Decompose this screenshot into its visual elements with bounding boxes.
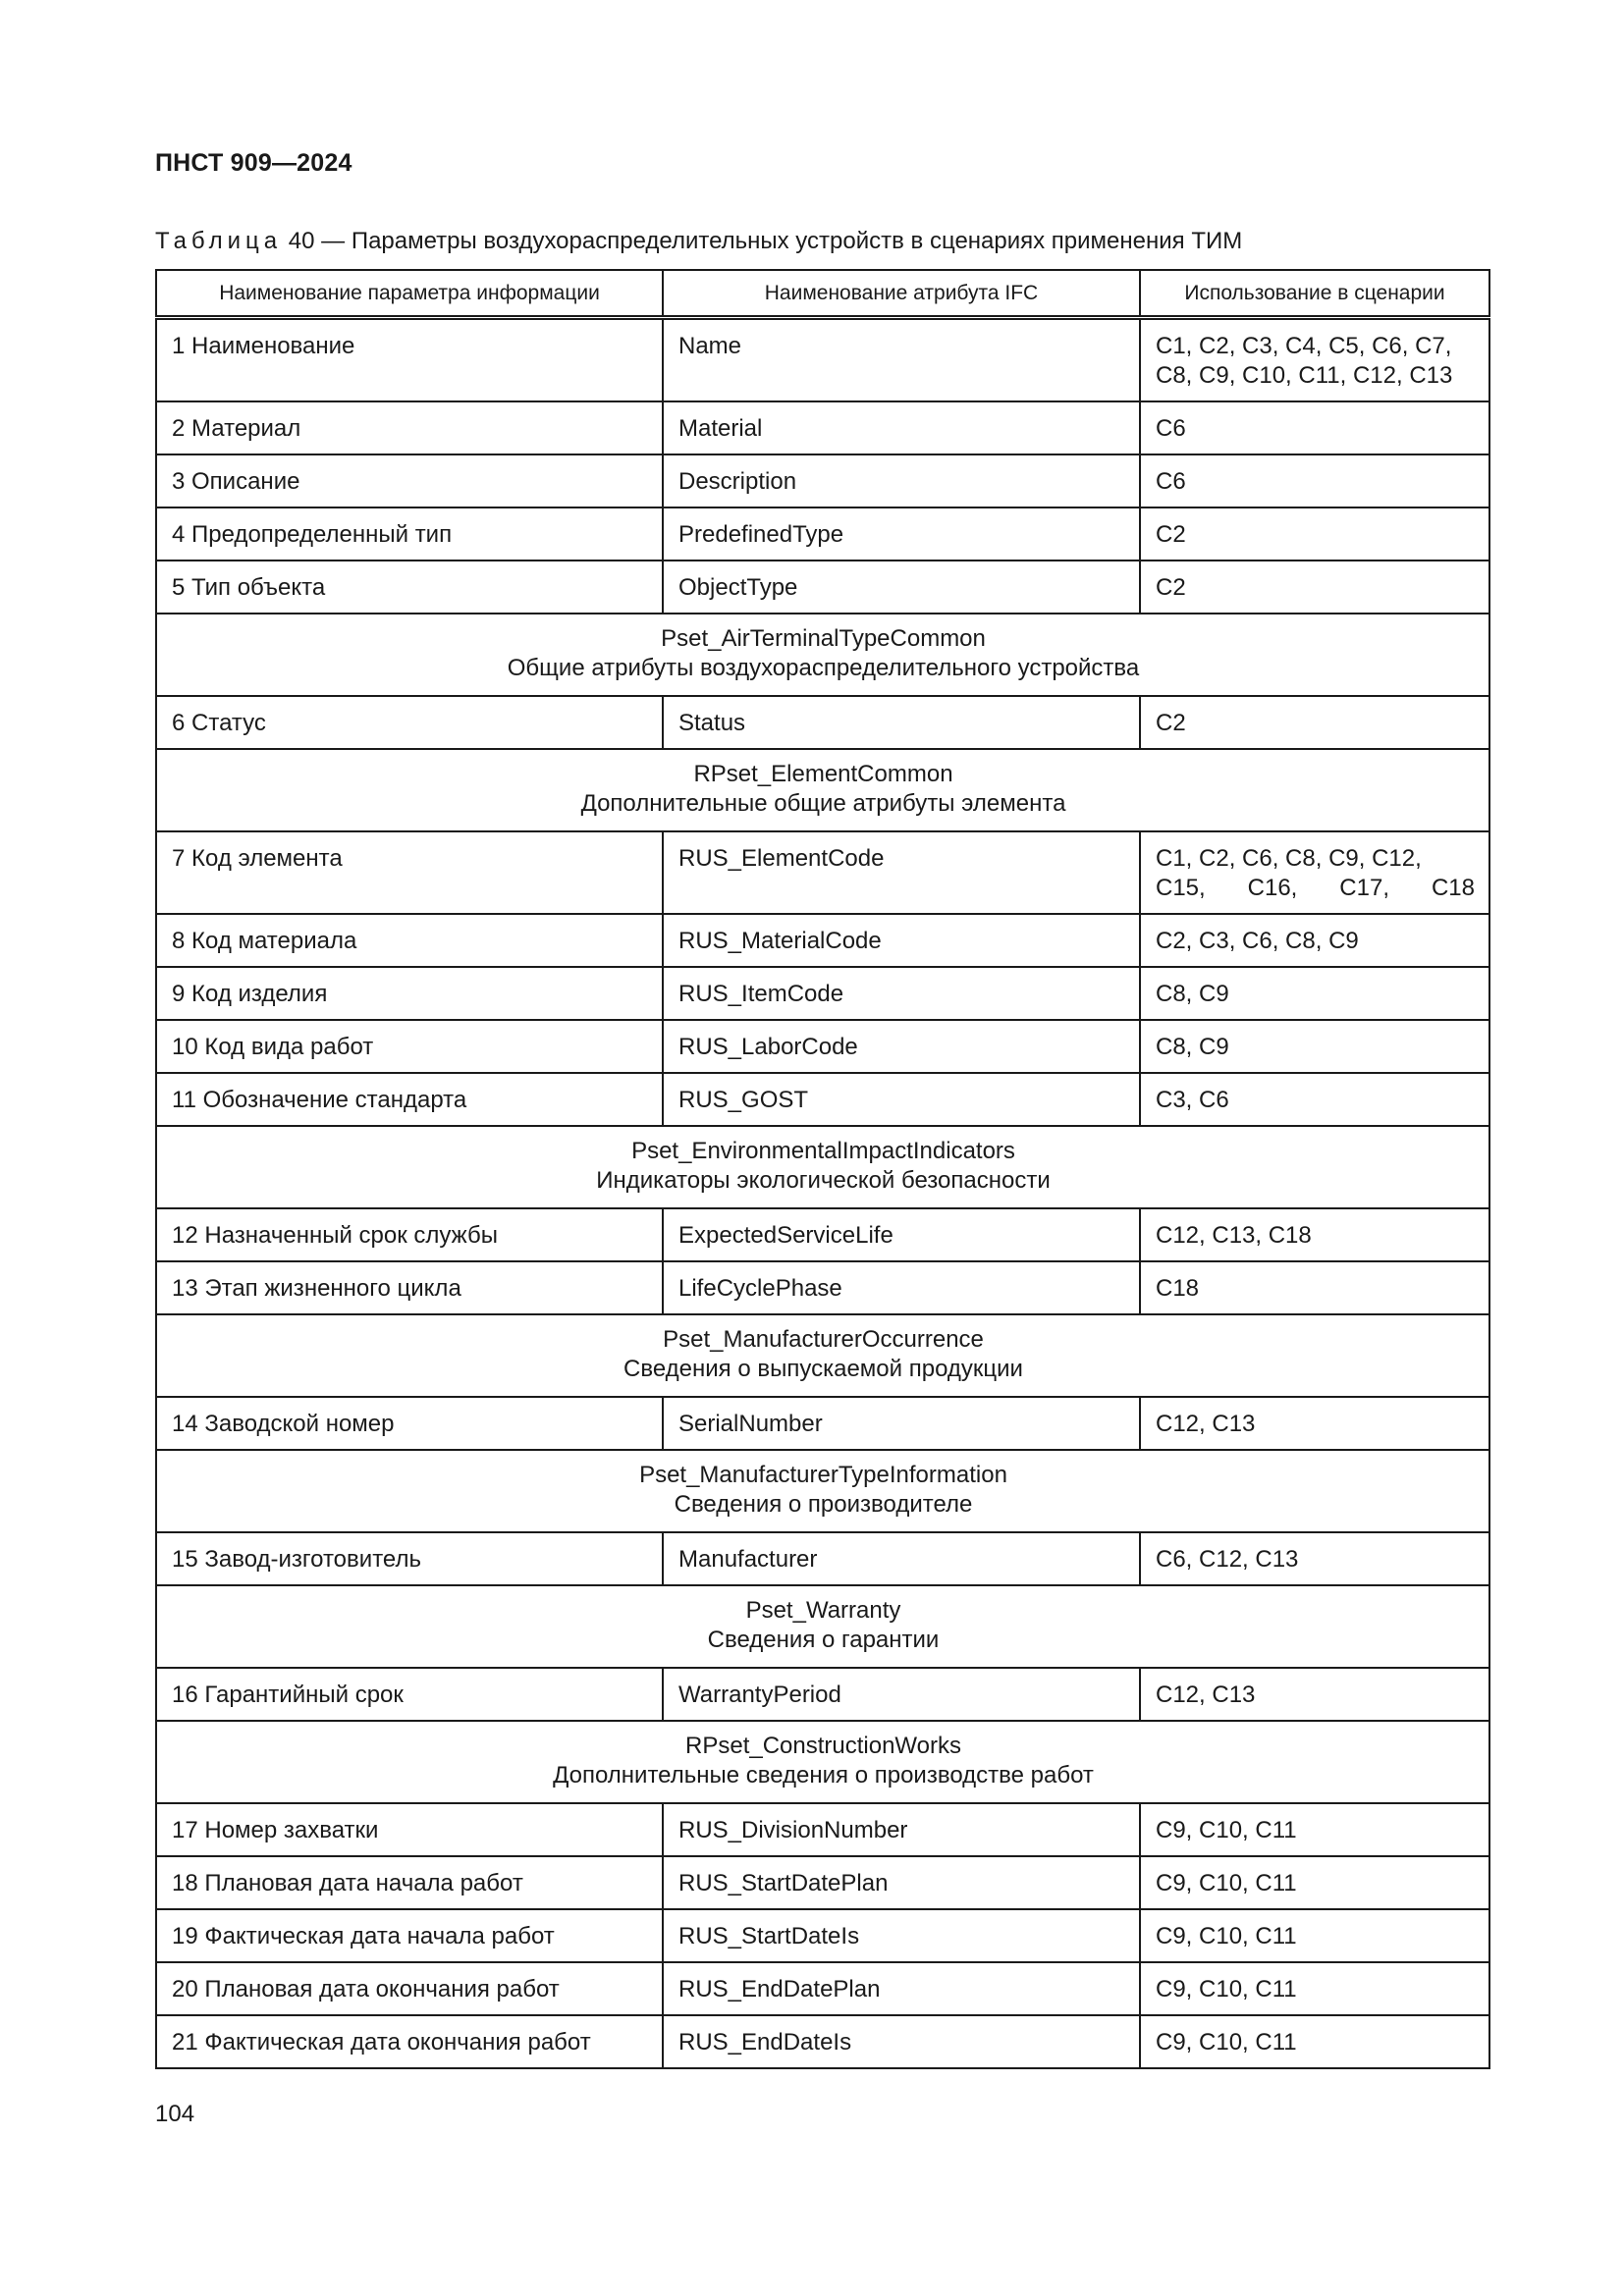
table-row bbox=[156, 2015, 1489, 2068]
section-title: Сведения о выпускаемой продукции bbox=[623, 1356, 1023, 1382]
scenario-usage-cell: C9, C10, C11 bbox=[1140, 1909, 1489, 1962]
scenario-usage-cell: C8, C9 bbox=[1140, 967, 1489, 1020]
ifc-attribute-cell: ExpectedServiceLife bbox=[663, 1208, 1140, 1261]
ifc-attribute-cell: ObjectType bbox=[663, 561, 1140, 614]
table-row bbox=[156, 1668, 1489, 1721]
scenario-usage-cell: C6 bbox=[1140, 401, 1489, 454]
section-title: Индикаторы экологической безопасности bbox=[596, 1167, 1051, 1194]
scenario-usage-cell: C12, C13, C18 bbox=[1140, 1208, 1489, 1261]
table-row bbox=[156, 561, 1489, 614]
section-row bbox=[156, 749, 1489, 831]
table-row bbox=[156, 507, 1489, 561]
section-cell bbox=[156, 1721, 1489, 1803]
header-parameter-name: Наименование параметра информации bbox=[156, 270, 663, 318]
parameter-name-cell: 17 Номер захватки bbox=[156, 1803, 663, 1856]
ifc-attribute-cell: Name bbox=[663, 318, 1140, 402]
parameter-name-cell: 4 Предопределенный тип bbox=[156, 507, 663, 561]
table-row bbox=[156, 1532, 1489, 1585]
parameter-name-cell: 12 Назначенный срок службы bbox=[156, 1208, 663, 1261]
scenario-usage-cell: C6, C12, C13 bbox=[1140, 1532, 1489, 1585]
parameter-name-cell: 13 Этап жизненного цикла bbox=[156, 1261, 663, 1314]
table-row bbox=[156, 1803, 1489, 1856]
section-code: RPset_ElementCommon bbox=[693, 761, 953, 787]
parameter-name-cell: 3 Описание bbox=[156, 454, 663, 507]
table-row bbox=[156, 1856, 1489, 1909]
scenario-usage-cell: C6 bbox=[1140, 454, 1489, 507]
section-code: Pset_Warranty bbox=[745, 1597, 901, 1624]
section-code: Pset_ManufacturerTypeInformation bbox=[639, 1462, 1007, 1488]
table-row bbox=[156, 401, 1489, 454]
scenario-usage-cell: C18 bbox=[1140, 1261, 1489, 1314]
scenario-usage-cell: C12, C13 bbox=[1140, 1397, 1489, 1450]
scenario-usage-cell: C9, C10, C11 bbox=[1140, 1962, 1489, 2015]
section-row bbox=[156, 1126, 1489, 1208]
ifc-attribute-cell: LifeCyclePhase bbox=[663, 1261, 1140, 1314]
parameter-name-cell: 6 Статус bbox=[156, 696, 663, 749]
parameter-name-cell: 8 Код материала bbox=[156, 914, 663, 967]
ifc-attribute-cell: WarrantyPeriod bbox=[663, 1668, 1140, 1721]
table-row bbox=[156, 914, 1489, 967]
table-row bbox=[156, 967, 1489, 1020]
parameter-name-cell: 14 Заводской номер bbox=[156, 1397, 663, 1450]
scenario-usage-cell: C2, C3, C6, C8, C9 bbox=[1140, 914, 1489, 967]
header-scenario-usage: Использование в сценарии bbox=[1140, 270, 1489, 318]
section-cell bbox=[156, 749, 1489, 831]
table-header-row bbox=[156, 270, 1489, 318]
ifc-attribute-cell: SerialNumber bbox=[663, 1397, 1140, 1450]
ifc-attribute-cell: RUS_EndDateIs bbox=[663, 2015, 1140, 2068]
table-row bbox=[156, 831, 1489, 914]
page-number: 104 bbox=[155, 2101, 195, 2127]
parameter-name-cell: 16 Гарантийный срок bbox=[156, 1668, 663, 1721]
table-row bbox=[156, 318, 1489, 402]
parameter-name-cell: 11 Обозначение стандарта bbox=[156, 1073, 663, 1126]
parameter-name-cell: 20 Плановая дата окончания работ bbox=[156, 1962, 663, 2015]
scenario-usage-cell: C8, C9 bbox=[1140, 1020, 1489, 1073]
ifc-attribute-cell: RUS_DivisionNumber bbox=[663, 1803, 1140, 1856]
ifc-attribute-cell: Description bbox=[663, 454, 1140, 507]
ifc-attribute-cell: RUS_ItemCode bbox=[663, 967, 1140, 1020]
parameter-name-cell: 21 Фактическая дата окончания работ bbox=[156, 2015, 663, 2068]
section-title: Дополнительные общие атрибуты элемента bbox=[580, 790, 1066, 817]
ifc-attribute-cell: RUS_LaborCode bbox=[663, 1020, 1140, 1073]
section-code: Pset_AirTerminalTypeCommon bbox=[661, 625, 986, 652]
scenario-usage-cell: C2 bbox=[1140, 696, 1489, 749]
ifc-attribute-cell: RUS_StartDatePlan bbox=[663, 1856, 1140, 1909]
header-ifc-attribute: Наименование атрибута IFC bbox=[663, 270, 1140, 318]
ifc-attribute-cell: Status bbox=[663, 696, 1140, 749]
section-code: Pset_ManufacturerOccurrence bbox=[663, 1326, 984, 1353]
ifc-attribute-cell: RUS_MaterialCode bbox=[663, 914, 1140, 967]
scenario-usage-cell: C9, C10, C11 bbox=[1140, 1803, 1489, 1856]
ifc-attribute-cell: RUS_StartDateIs bbox=[663, 1909, 1140, 1962]
table-caption-label: Таблица bbox=[155, 228, 283, 254]
table-caption-text: 40 — Параметры воздухораспределительных устройств в сценариях применения ТИМ bbox=[288, 228, 1243, 254]
ifc-attribute-cell: RUS_EndDatePlan bbox=[663, 1962, 1140, 2015]
scenario-usage-cell: C12, C13 bbox=[1140, 1668, 1489, 1721]
scenario-usage-cell: C9, C10, C11 bbox=[1140, 1856, 1489, 1909]
ifc-attribute-cell: Material bbox=[663, 401, 1140, 454]
scenario-usage-cell: C2 bbox=[1140, 507, 1489, 561]
section-cell bbox=[156, 1450, 1489, 1532]
ifc-attribute-cell: PredefinedType bbox=[663, 507, 1140, 561]
ifc-attribute-cell: RUS_GOST bbox=[663, 1073, 1140, 1126]
table-row bbox=[156, 1261, 1489, 1314]
parameter-name-cell: 19 Фактическая дата начала работ bbox=[156, 1909, 663, 1962]
table-row bbox=[156, 454, 1489, 507]
table-caption bbox=[155, 228, 1242, 255]
parameter-name-cell: 9 Код изделия bbox=[156, 967, 663, 1020]
section-cell bbox=[156, 1314, 1489, 1397]
parameter-name-cell: 2 Материал bbox=[156, 401, 663, 454]
parameters-table bbox=[155, 269, 1490, 2069]
section-title: Сведения о гарантии bbox=[707, 1627, 940, 1653]
table-row bbox=[156, 696, 1489, 749]
section-row bbox=[156, 1314, 1489, 1397]
section-cell bbox=[156, 1126, 1489, 1208]
document-code: ПНСТ 909—2024 bbox=[155, 149, 352, 177]
ifc-attribute-cell: RUS_ElementCode bbox=[663, 831, 1140, 914]
section-row bbox=[156, 614, 1489, 696]
parameter-name-cell: 1 Наименование bbox=[156, 318, 663, 402]
table-row bbox=[156, 1020, 1489, 1073]
table-row bbox=[156, 1909, 1489, 1962]
parameter-name-cell: 18 Плановая дата начала работ bbox=[156, 1856, 663, 1909]
scenario-usage-cell: C3, C6 bbox=[1140, 1073, 1489, 1126]
section-title: Общие атрибуты воздухораспределительного устройства bbox=[507, 655, 1140, 681]
parameter-name-cell: 10 Код вида работ bbox=[156, 1020, 663, 1073]
table-row bbox=[156, 1397, 1489, 1450]
scenario-usage-cell: C1, C2, C3, C4, C5, C6, C7, C8, C9, C10, C11, C12, C13 bbox=[1140, 318, 1489, 402]
scenario-usage-cell: C9, C10, C11 bbox=[1140, 2015, 1489, 2068]
table-row bbox=[156, 1073, 1489, 1126]
ifc-attribute-cell: Manufacturer bbox=[663, 1532, 1140, 1585]
section-title: Дополнительные сведения о производстве работ bbox=[553, 1762, 1094, 1789]
section-cell bbox=[156, 614, 1489, 696]
section-row bbox=[156, 1450, 1489, 1532]
section-code: RPset_ConstructionWorks bbox=[685, 1733, 961, 1759]
parameter-name-cell: 5 Тип объекта bbox=[156, 561, 663, 614]
table-body bbox=[156, 318, 1489, 2069]
section-row bbox=[156, 1585, 1489, 1668]
scenario-usage-cell: C2 bbox=[1140, 561, 1489, 614]
parameter-name-cell: 7 Код элемента bbox=[156, 831, 663, 914]
parameter-name-cell: 15 Завод-изготовитель bbox=[156, 1532, 663, 1585]
table-row bbox=[156, 1962, 1489, 2015]
scenario-usage-cell: C1, C2, C6, C8, C9, C12, C15, C16, C17, C18 bbox=[1140, 831, 1489, 914]
section-cell bbox=[156, 1585, 1489, 1668]
section-title: Сведения о производителе bbox=[674, 1491, 973, 1518]
table-row bbox=[156, 1208, 1489, 1261]
section-row bbox=[156, 1721, 1489, 1803]
section-code: Pset_EnvironmentalImpactIndicators bbox=[631, 1138, 1015, 1164]
